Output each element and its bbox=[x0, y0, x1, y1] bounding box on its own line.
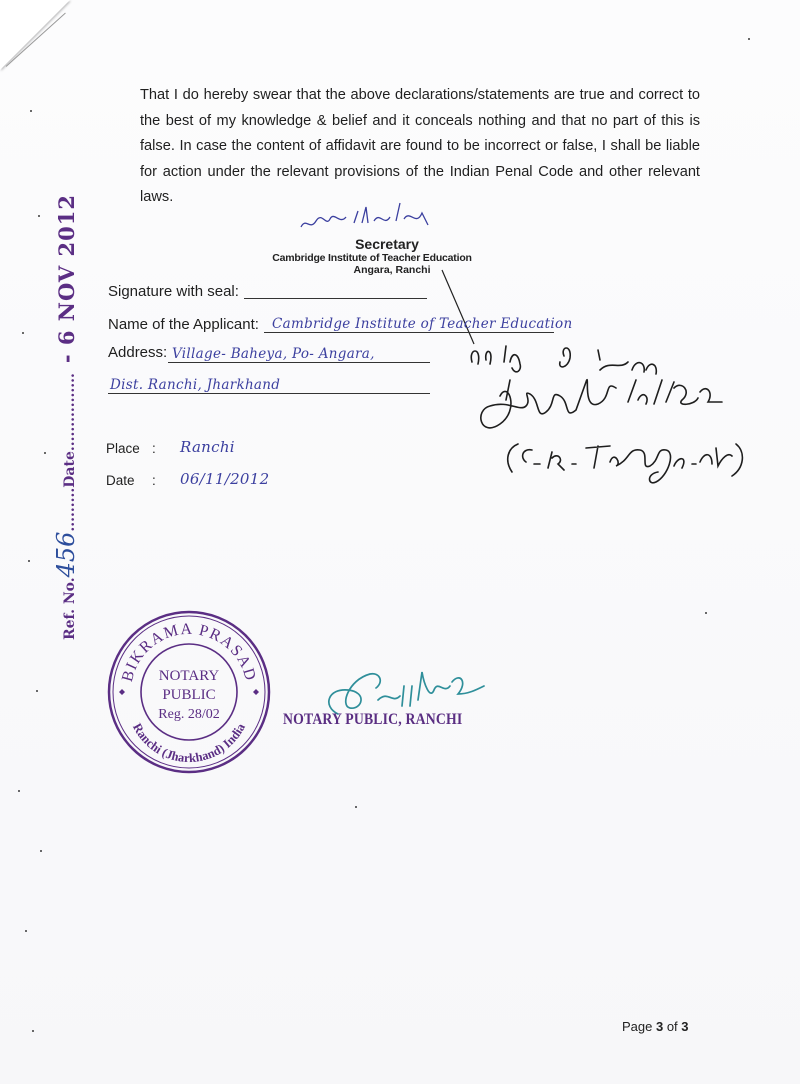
address-line-1 bbox=[168, 362, 430, 363]
place-value: Ranchi bbox=[180, 438, 235, 456]
affirmation-paragraph: That I do hereby swear that the above declarations/statements are true and correct to the best of my knowledge & belief and it conceals nothing and that no part of this is false. In case the content of affidavit are found to be incorrect or false, I shall be liable for action under the relevant provisions of the Indian Penal Code and other relevant laws. bbox=[140, 87, 700, 205]
speck bbox=[22, 332, 24, 334]
speck bbox=[25, 930, 27, 932]
secretary-place: Angara, Ranchi bbox=[353, 264, 431, 276]
speck bbox=[18, 790, 20, 792]
seal-line-3: Reg. 28/02 bbox=[158, 707, 220, 722]
place-colon: : bbox=[152, 441, 156, 456]
seal-name: BIKRAMA PRASAD bbox=[118, 620, 260, 684]
page-current: 3 bbox=[655, 1019, 664, 1034]
seal-location: Ranchi (Jharkhand) India bbox=[130, 720, 248, 766]
secretary-signature bbox=[296, 197, 456, 237]
seal-line-1: NOTARY bbox=[158, 668, 220, 684]
address-label: Address: bbox=[108, 344, 168, 361]
date-value: 06/11/2012 bbox=[180, 470, 270, 488]
applicant-line bbox=[264, 332, 554, 333]
folded-corner bbox=[0, 0, 70, 70]
speck bbox=[40, 850, 42, 852]
speck bbox=[38, 215, 40, 217]
speck bbox=[36, 690, 38, 692]
applicant-value: Cambridge Institute of Teacher Education bbox=[272, 316, 573, 332]
reference-date-label: Date bbox=[62, 451, 78, 488]
signature-label: Signature with seal: bbox=[108, 283, 239, 300]
speck bbox=[28, 560, 30, 562]
date-colon: : bbox=[152, 473, 156, 488]
speck bbox=[355, 806, 357, 808]
seal-line-2: PUBLIC bbox=[162, 687, 216, 703]
signature-stroke bbox=[440, 268, 480, 348]
address-line-2 bbox=[108, 393, 430, 394]
speck bbox=[30, 110, 32, 112]
advocate-identification-signature bbox=[460, 340, 760, 510]
speck bbox=[32, 1030, 34, 1032]
page-number: Page 3 of 3 bbox=[622, 1019, 689, 1034]
reference-stamp: Ref. No.456.........Date................- 6 NOV 2012 bbox=[52, 194, 80, 640]
address-value-1: Village- Baheya, Po- Angara, bbox=[172, 346, 375, 362]
date-label: Date bbox=[106, 473, 135, 488]
speck bbox=[705, 612, 707, 614]
notary-public-label: NOTARY PUBLIC, RANCHI bbox=[283, 711, 463, 728]
reference-number: 456 bbox=[52, 531, 80, 578]
notary-seal bbox=[105, 608, 273, 776]
applicant-label: Name of the Applicant: bbox=[108, 316, 259, 333]
secretary-organization: Cambridge Institute of Teacher Education bbox=[272, 252, 472, 264]
place-label: Place bbox=[106, 441, 140, 456]
page-total: 3 bbox=[681, 1019, 689, 1034]
reference-label: Ref. No. bbox=[62, 577, 78, 640]
speck bbox=[748, 38, 750, 40]
reference-date: - 6 NOV 2012 bbox=[54, 194, 79, 364]
signature-line bbox=[244, 298, 427, 299]
address-value-2: Dist. Ranchi, Jharkhand bbox=[110, 377, 281, 393]
speck bbox=[44, 452, 46, 454]
secretary-title: Secretary bbox=[355, 236, 419, 252]
